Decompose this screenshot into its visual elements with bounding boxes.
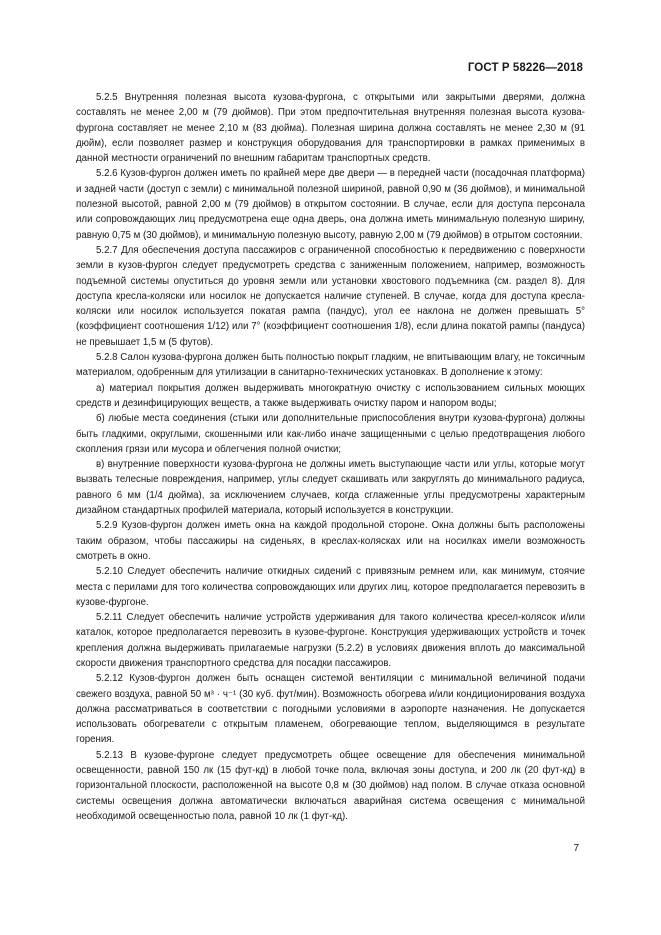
paragraph-5-2-6: 5.2.6 Кузов-фургон должен иметь по крайней мере две двери — в передней части (посадочная платформа) и задней части (доступ с земли) с минимальной полезной шириной, равной 0,90 м (36 дюймов), и минимальной полезной высотой, равной 2,00 м (79 дюймов) в открытом состоянии. В случае, если для доступа персонала или сопровождающих лиц предусмотрена еще одна дверь, она должна иметь минимальную полезную ширину, равную 0,75 м (30 дюймов), и минимальную полезную высоту, равную 2,00 м (79 дюймов) в отрытом состоянии.: [76, 168, 585, 241]
paragraph-5-2-5: 5.2.5 Внутренняя полезная высота кузова-фургона, с открытыми или закрытыми дверями, должна составлять не менее 2,00 м (79 дюймов). При этом предпочтительная внутренняя полезная высота кузова-фургона составляет не менее 2,10 м (83 дюйма). Полезная ширина должна составлять не менее 2,30 м (91 дюйм), если позволяет размер и конструкция оборудования для транспортировки в рамках применимых в данной местности ограничений по внешним габаритам транспортных средств.: [76, 92, 585, 165]
page-number: 7: [573, 843, 579, 854]
list-item-v: в) внутренние поверхности кузова-фургона не должны иметь выступающие части или углы, которые могут вызвать телесные повреждения, например, углы следует скашивать или закруглять до минимального радиуса, равного 6 мм (1/4 дюйма), за исключением случаев, когда сглаженные углы предусмотрены характерным дизайном стандартных профилей материала, который используется в конструкции.: [76, 459, 585, 517]
paragraph-5-2-9: 5.2.9 Кузов-фургон должен иметь окна на каждой продольной стороне. Окна должны быть расположены таким образом, чтобы пассажиры на сиденьях, в креслах-колясках или на носилках имели возможность смотреть в окно.: [76, 520, 585, 562]
list-item-b: б) любые места соединения (стыки или дополнительные приспособления внутри кузова-фургона) должны быть гладкими, округлыми, скошенными или как-либо иначе защищенными с целью предотвращения любого скопления грязи или мусора и облегчения полной очистки;: [76, 413, 585, 455]
paragraph-5-2-7: 5.2.7 Для обеспечения доступа пассажиров с ограниченной способностью к передвижению с поверхности земли в кузов-фургон следует предусмотреть средства с заниженным положением, например, возможность подъемной системы опуститься до уровня земли или установки хвостового подъемника (см. раздел 8). Для доступа кресла-коляски или носилок не допускается наличие ступеней. В случае, когда для доступа кресла-коляски или носилок используется покатая рампа (пандус), угол ее наклона не должен превышать 5° (коэффициент соотношения 1/12) или 7° (коэффициент соотношения 1/8), если длина покатой рампы (пандуса) не превышает 1,5 м (5 футов).: [76, 244, 585, 348]
document-body: [76, 90, 585, 824]
paragraph-5-2-11: 5.2.11 Следует обеспечить наличие устройств удерживания для такого количества кресел-колясок и/или каталок, которое предполагается перевозить в кузове-фургоне. Конструкция удерживающих устройств и точек крепления должна выдерживать прилагаемые нагрузки (5.2.2) в условиях движения вплоть до максимальной скорости движения транспортного средства для посадки пассажиров.: [76, 612, 585, 669]
paragraph-5-2-10: 5.2.10 Следует обеспечить наличие откидных сидений с привязным ремнем или, как минимум, стоячие места с перилами для того количества сопровождающих или других лиц, которое предполагается перевозить в кузове-фургоне.: [76, 566, 585, 608]
paragraph-5-2-13: 5.2.13 В кузове-фургоне следует предусмотреть общее освещение для обеспечения минимальной освещенности, равной 150 лк (15 фут-кд) в любой точке пола, включая зоны доступа, и 200 лк (20 фут-кд) в горизонтальной плоскости, расположенной на высоте 0,8 м (30 дюймов) над полом. В случае отказа основной системы освещения должна автоматически включаться аварийная система освещения с минимальной необходимой освещенностью пола, равной 10 лк (1 фут-кд).: [76, 749, 585, 822]
list-item-a: а) материал покрытия должен выдерживать многократную очистку с использованием сильных моющих средств и дезинфицирующих веществ, а также выдерживать очистку паром и напором воды;: [76, 382, 585, 409]
standard-code: ГОСТ Р 58226—2018: [467, 62, 583, 74]
paragraph-5-2-8: 5.2.8 Салон кузова-фургона должен быть полностью покрыт гладким, не впитывающим влагу, не токсичным материалом, одобренным для утилизации в санитарно-технических установках. В дополнение к этому:: [76, 352, 585, 379]
paragraph-5-2-12: 5.2.12 Кузов-фургон должен быть оснащен системой вентиляции с минимальной величиной подачи свежего воздуха, равной 50 м³ · ч⁻¹ (30 куб. фут/мин). Возможность обогрева и/или кондиционирования воздуха должна рассматриваться в соответствии с погодными условиями в аэропорте назначения. Не допускается использовать обогреватели с открытым пламенем, обогревающие теплом, выделяющимся в результате горения.: [76, 673, 585, 746]
